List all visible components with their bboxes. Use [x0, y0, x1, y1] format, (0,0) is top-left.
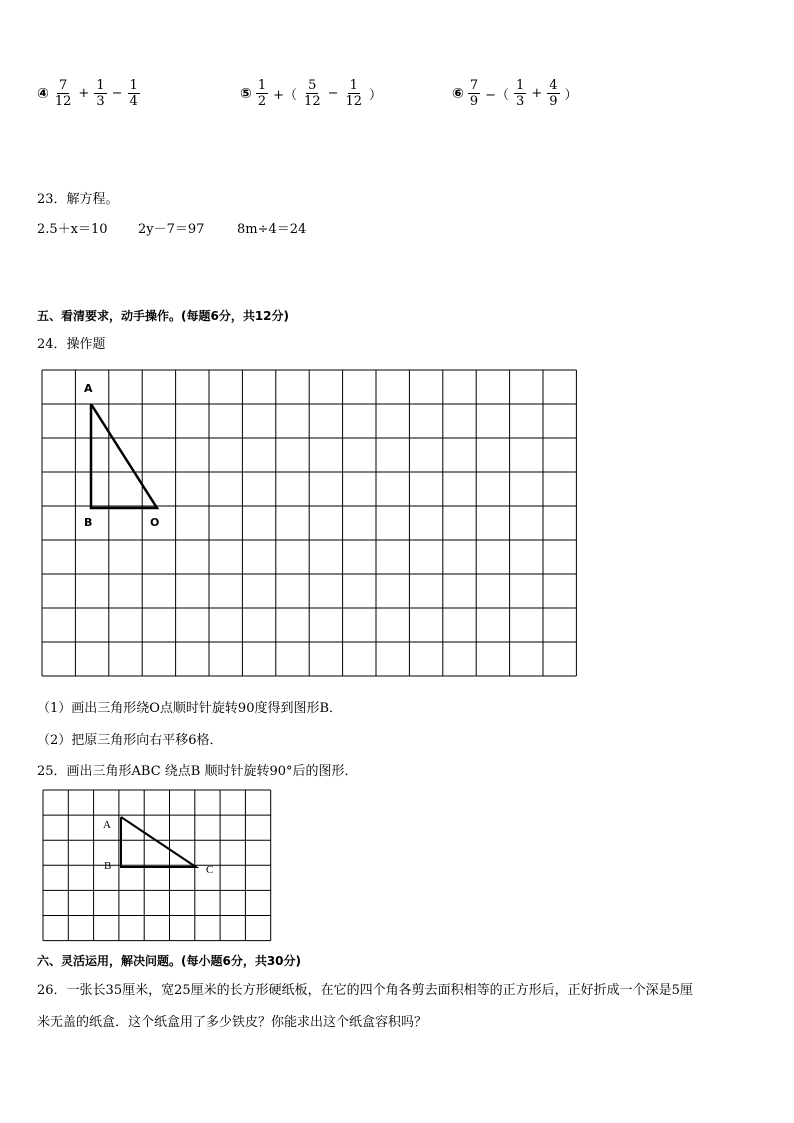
fraction: [256, 78, 268, 109]
fraction: [53, 78, 74, 109]
question-number: ⑤: [240, 85, 252, 102]
section-6-heading: 六、灵活运用，解决问题。(每小题6分，共30分): [37, 954, 302, 968]
expression-6: [452, 78, 581, 109]
q25-label-b: B: [104, 860, 112, 872]
operator: −: [111, 86, 123, 101]
operator: ）: [564, 88, 578, 103]
denominator: 12: [345, 94, 363, 109]
q24-grid-lines: [42, 370, 576, 676]
q26-line-1: 26．一张长35厘米，宽25厘米的长方形硬纸板，在它的四个角各剪去面积相等的正方形后，正好折成一个深是5厘: [37, 983, 693, 998]
q23-equation-3: 8m÷4＝24: [237, 222, 307, 237]
q24-instruction-2: （2）把原三角形向右平移6格．: [37, 733, 223, 748]
numerator: 1: [257, 78, 267, 93]
q24-label-a: A: [84, 382, 93, 395]
question-number: ⑥: [452, 85, 464, 102]
numerator: 4: [549, 78, 558, 93]
numerator: 7: [469, 78, 479, 93]
operator: −（: [485, 88, 510, 103]
numerator: 5: [308, 78, 317, 93]
question-number: ④: [37, 85, 49, 102]
numerator: 1: [129, 78, 138, 93]
q25-label-c: C: [206, 864, 214, 876]
denominator: 12: [54, 94, 72, 109]
q25-title: 25．画出三角形ABC 绕点B 顺时针旋转90°后的图形．: [37, 764, 358, 779]
numerator: 7: [58, 78, 68, 93]
q24-title: 24．操作题: [37, 337, 106, 352]
q24-triangle: [91, 404, 157, 508]
expression-4: [37, 78, 142, 109]
q26-line-2: 米无盖的纸盒．这个纸盒用了多少铁皮？你能求出这个纸盒容积吗？: [37, 1015, 428, 1030]
q25-label-a: A: [103, 819, 111, 831]
operator: −: [327, 86, 339, 101]
section-5-heading: 五、看清要求，动手操作。(每题6分，共12分): [37, 309, 290, 323]
numerator: 1: [516, 78, 525, 93]
q25-triangle: [121, 817, 196, 867]
q23-equation-2: 2y－7＝97: [138, 222, 205, 237]
numerator: 1: [349, 78, 358, 93]
numerator: 1: [96, 78, 105, 93]
fraction: [547, 78, 559, 109]
denominator: 9: [469, 94, 479, 109]
q24-instruction-1: （1）画出三角形绕O点顺时针旋转90度得到图形B．: [37, 701, 343, 716]
operator: +: [531, 86, 543, 101]
q23-title: 23．解方程。: [37, 192, 119, 207]
fraction: [128, 78, 140, 109]
denominator: 12: [304, 94, 321, 109]
q24-grid: [40, 368, 580, 678]
q25-grid-lines: [43, 790, 271, 941]
fraction: [344, 78, 365, 109]
q23-equation-1: 2.5＋x＝10: [37, 222, 108, 237]
operator: ）: [369, 88, 383, 103]
operator: +（: [273, 88, 298, 103]
denominator: 3: [516, 94, 525, 109]
denominator: 2: [257, 94, 267, 109]
q24-label-b: B: [84, 516, 93, 529]
fraction: [302, 78, 323, 109]
denominator: 4: [129, 94, 138, 109]
operator: +: [78, 86, 90, 101]
denominator: 3: [96, 94, 105, 109]
fraction: [514, 78, 526, 109]
expression-5: [240, 78, 385, 109]
q24-label-o: O: [150, 516, 160, 529]
fraction: [468, 78, 480, 109]
denominator: 9: [549, 94, 558, 109]
q25-grid: [41, 788, 276, 948]
fraction: [94, 78, 106, 109]
